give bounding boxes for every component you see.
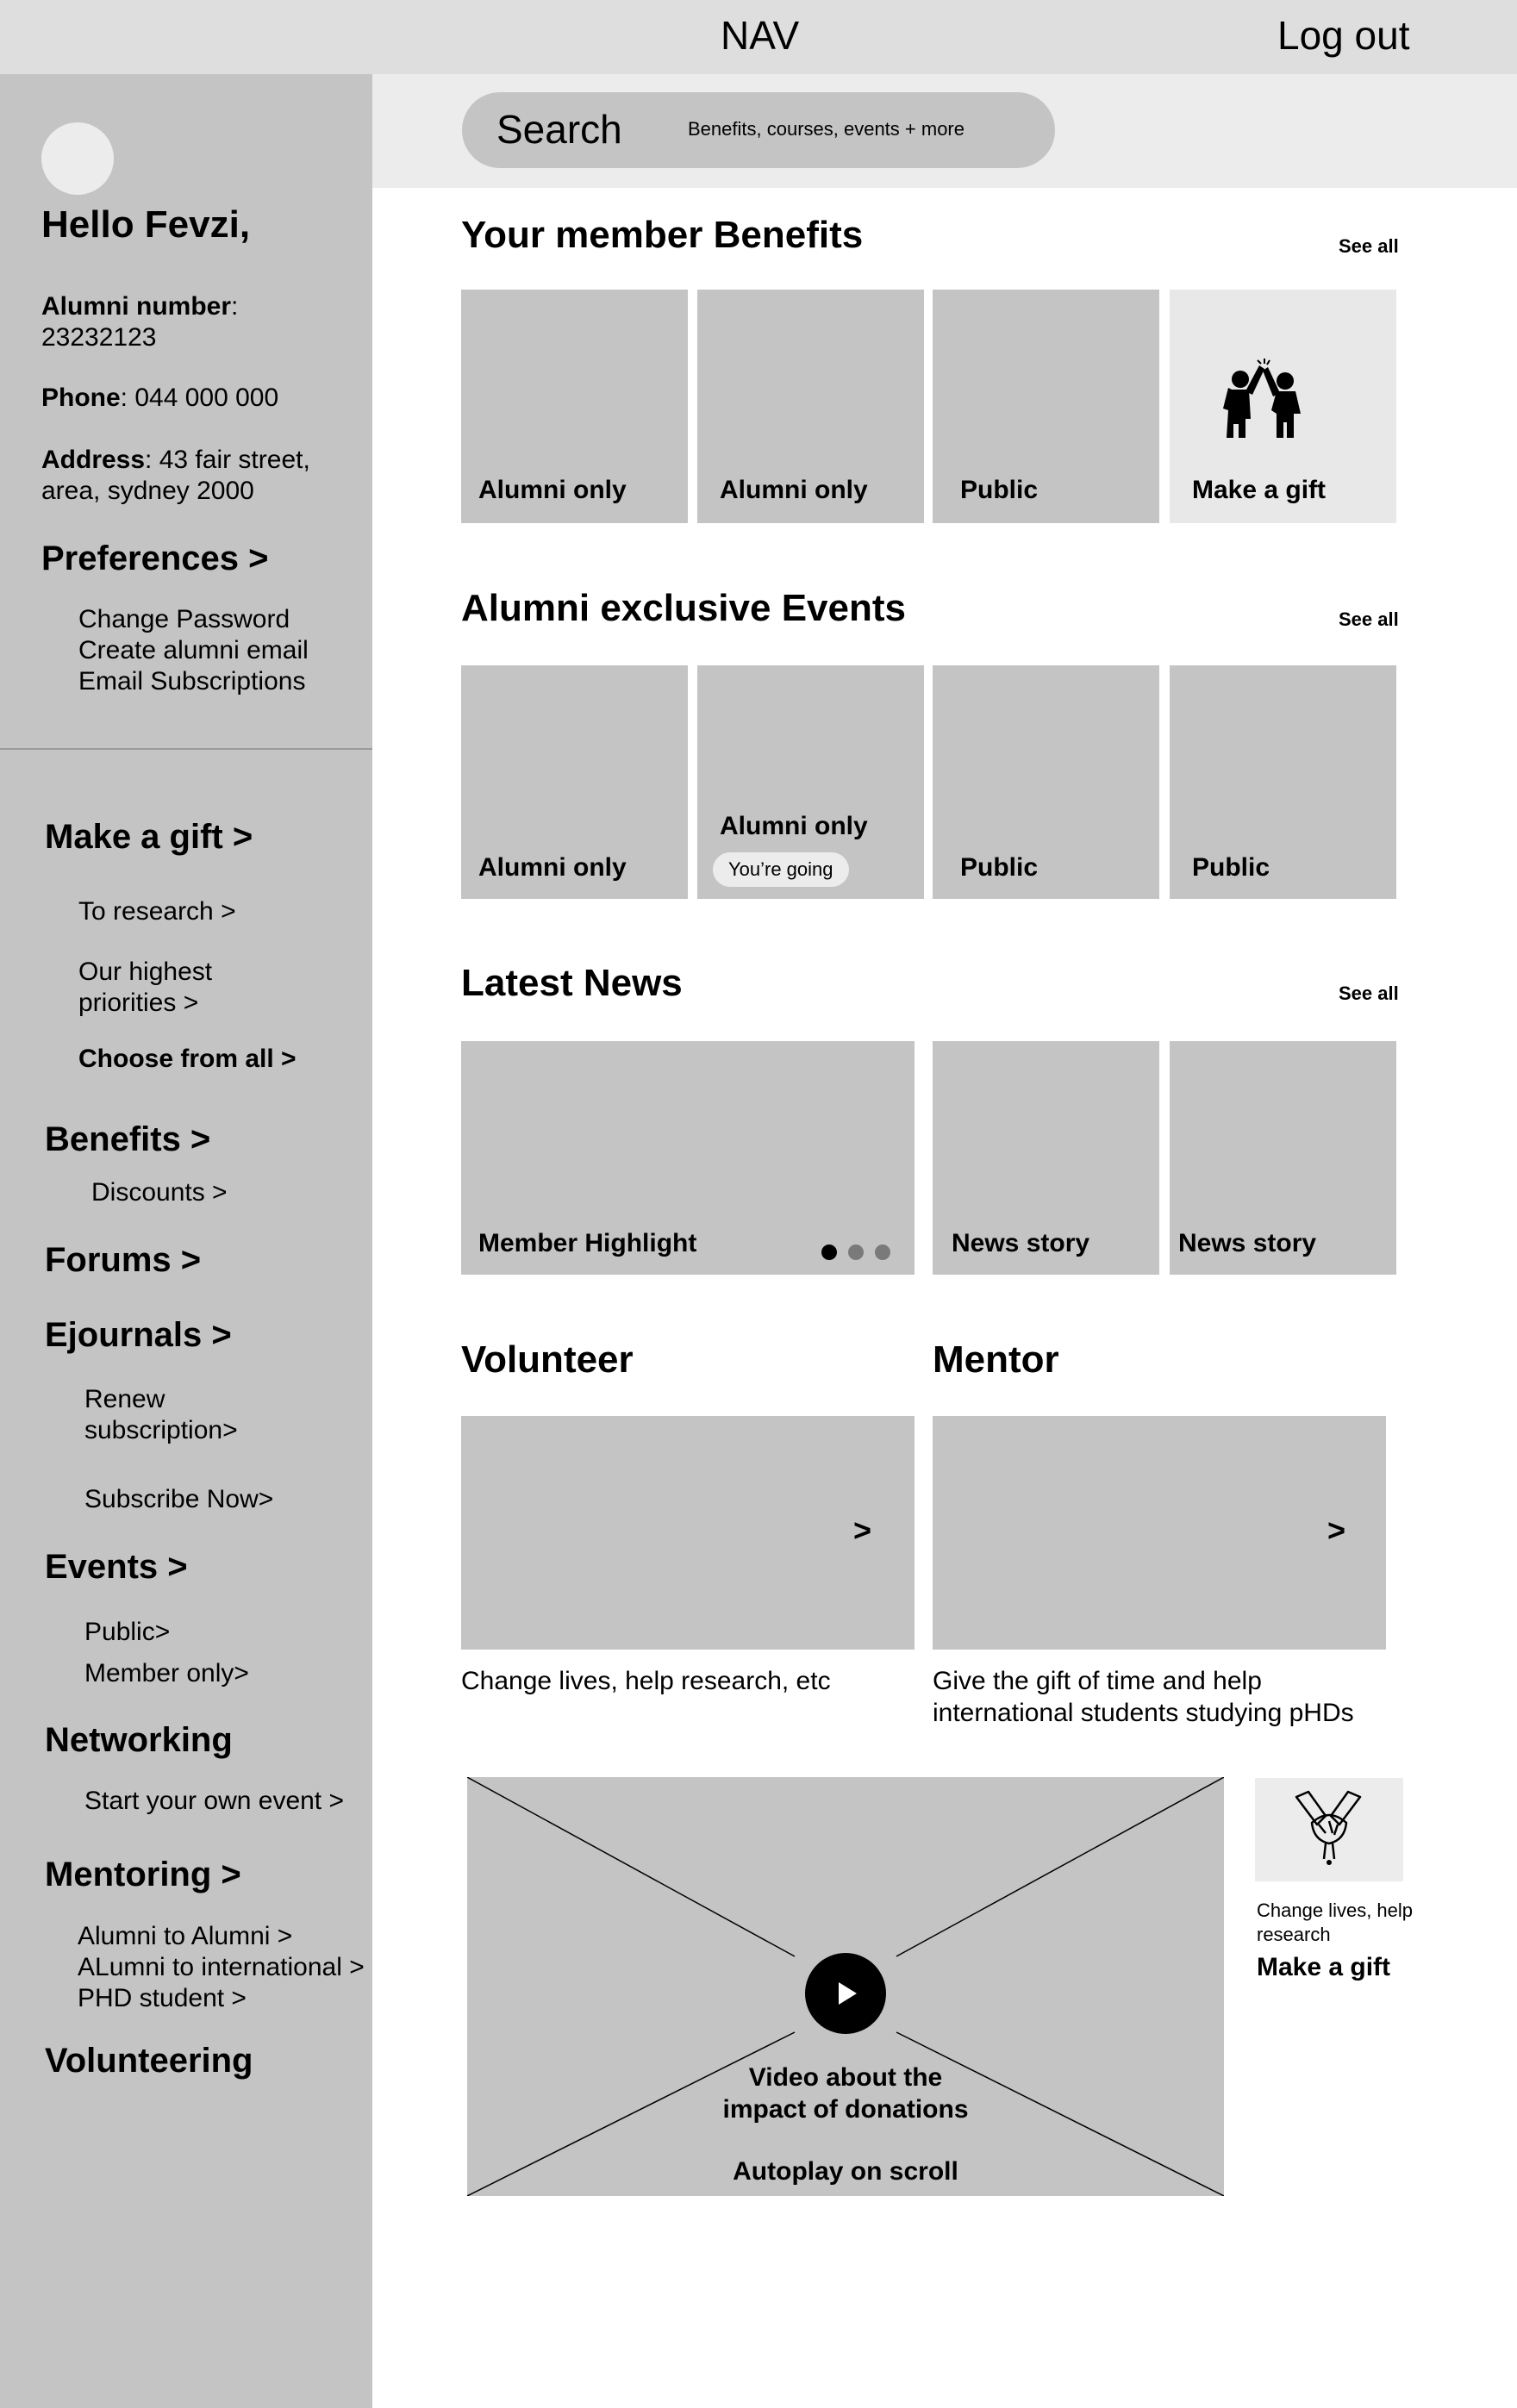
sidebar-item-events[interactable]: Events > <box>45 1548 188 1586</box>
mentor-title: Mentor <box>933 1338 1059 1381</box>
sidebar-item-alumni-to-international[interactable]: ALumni to international > <box>78 1953 365 1981</box>
event-card[interactable] <box>697 665 924 899</box>
carousel-dot[interactable] <box>848 1245 864 1260</box>
phone-value: : 044 000 000 <box>120 384 279 412</box>
news-story-card[interactable] <box>933 1041 1159 1275</box>
alumni-number <box>41 291 360 353</box>
sidebar-divider <box>0 748 372 750</box>
benefit-card-label: Alumni only <box>720 476 868 504</box>
volunteer-card[interactable] <box>461 1416 915 1650</box>
greeting: Hello Fevzi, <box>41 203 251 246</box>
event-card[interactable] <box>461 665 688 899</box>
top-nav <box>0 0 1517 74</box>
sidebar-item-forums[interactable]: Forums > <box>45 1241 202 1279</box>
news-title: Latest News <box>461 962 683 1004</box>
phone-label: Phone <box>41 384 121 412</box>
volunteer-title: Volunteer <box>461 1338 634 1381</box>
make-gift-card[interactable] <box>1170 290 1396 523</box>
benefit-card-label: Alumni only <box>478 476 627 504</box>
play-icon <box>805 1953 886 2034</box>
carousel-dot[interactable] <box>875 1245 890 1260</box>
search-hint: Benefits, courses, events + more <box>688 118 965 140</box>
sidebar <box>0 74 372 2408</box>
event-card[interactable] <box>1170 665 1396 899</box>
event-card-label: Public <box>1192 853 1270 882</box>
benefit-card[interactable] <box>933 290 1159 523</box>
going-badge: You’re going <box>713 852 849 887</box>
sidebar-item-volunteering[interactable]: Volunteering <box>45 2042 253 2080</box>
sidebar-item-renew-subscription[interactable]: Renew subscription> <box>84 1385 238 1444</box>
volunteer-description: Change lives, help research, etc <box>461 1667 831 1695</box>
sidebar-item-public-events[interactable]: Public> <box>84 1618 171 1646</box>
news-see-all[interactable]: See all <box>1339 983 1399 1004</box>
news-story-label: News story <box>952 1229 1090 1257</box>
events-title: Alumni exclusive Events <box>461 587 906 629</box>
sidebar-item-choose-from-all[interactable]: Choose from all > <box>78 1045 297 1073</box>
video-caption: Video about the <box>748 2063 943 2092</box>
video-player[interactable] <box>467 1777 1224 2196</box>
make-gift-card-label: Make a gift <box>1192 476 1327 504</box>
sidebar-item-benefits[interactable]: Benefits > <box>45 1120 211 1158</box>
benefit-card-label: Public <box>960 476 1039 504</box>
events-see-all[interactable]: See all <box>1339 608 1399 630</box>
carousel-dot[interactable] <box>821 1245 837 1260</box>
address-value: : 43 fair street, area, sydney 2000 <box>41 446 310 505</box>
sidebar-item-alumni-to-alumni[interactable]: Alumni to Alumni > <box>78 1922 293 1950</box>
gift-promo-text: Change lives, help research <box>1257 1900 1414 1945</box>
benefit-card[interactable] <box>461 290 688 523</box>
alumni-number-label: Alumni number <box>41 292 232 321</box>
mentor-card[interactable] <box>933 1416 1386 1650</box>
sidebar-item-mentoring[interactable]: Mentoring > <box>45 1856 241 1893</box>
avatar[interactable] <box>41 122 114 195</box>
event-card-label: Public <box>960 853 1039 882</box>
news-story-label: News story <box>1178 1229 1317 1257</box>
search-label: Search <box>496 107 622 152</box>
sidebar-item-to-research[interactable]: To research > <box>78 897 236 926</box>
sidebar-item-discounts[interactable]: Discounts > <box>91 1178 228 1207</box>
address-label: Address <box>41 446 146 474</box>
nav-label[interactable]: NAV <box>721 13 800 58</box>
sidebar-item-subscribe-now[interactable]: Subscribe Now> <box>84 1485 274 1513</box>
gift-thumbnail[interactable] <box>1255 1778 1403 1881</box>
alumni-number-value: : 23232123 <box>41 292 239 352</box>
benefit-card[interactable] <box>697 290 924 523</box>
sidebar-item-start-event[interactable]: Start your own event > <box>84 1787 344 1815</box>
address <box>41 445 360 507</box>
joined-hands-icon <box>1288 1790 1370 1868</box>
event-card-label: Alumni only <box>478 853 627 882</box>
mentoring-links <box>78 1921 365 2014</box>
news-story-card[interactable] <box>1170 1041 1396 1275</box>
benefits-title: Your member Benefits <box>461 214 864 256</box>
make-gift-link[interactable]: Make a gift <box>1257 1953 1391 1981</box>
event-card[interactable] <box>933 665 1159 899</box>
sidebar-item-member-events[interactable]: Member only> <box>84 1659 249 1687</box>
sidebar-item-phd-student[interactable]: PHD student > <box>78 1984 247 2012</box>
sidebar-item-networking[interactable]: Networking <box>45 1721 233 1759</box>
high-five-icon <box>1220 359 1309 438</box>
sidebar-item-ejournals[interactable]: Ejournals > <box>45 1316 232 1354</box>
preferences-list <box>78 604 309 697</box>
chevron-right-icon: > <box>853 1513 872 1548</box>
preferences-heading[interactable]: Preferences > <box>41 540 269 577</box>
sidebar-item-highest-priorities[interactable]: Our highest priorities > <box>78 958 213 1017</box>
member-highlight-card[interactable] <box>461 1041 915 1275</box>
mentor-description: Give the gift of time and help international students studying pHDs <box>933 1667 1354 1727</box>
search-input[interactable] <box>462 92 1055 168</box>
play-button[interactable] <box>805 1953 886 2034</box>
video-caption: impact of donations <box>722 2095 969 2124</box>
chevron-right-icon: > <box>1327 1513 1346 1548</box>
video-autoplay-note: Autoplay on scroll <box>733 2157 958 2186</box>
phone <box>41 383 360 414</box>
sidebar-item-make-gift[interactable]: Make a gift > <box>45 818 253 856</box>
logout-link[interactable]: Log out <box>1277 13 1410 58</box>
event-card-label: Alumni only <box>720 812 868 840</box>
member-highlight-label: Member Highlight <box>478 1229 697 1257</box>
benefits-see-all[interactable]: See all <box>1339 235 1399 257</box>
email-subscriptions-link[interactable]: Email Subscriptions <box>78 667 306 696</box>
create-alumni-email-link[interactable]: Create alumni email <box>78 636 309 664</box>
change-password-link[interactable]: Change Password <box>78 605 290 633</box>
